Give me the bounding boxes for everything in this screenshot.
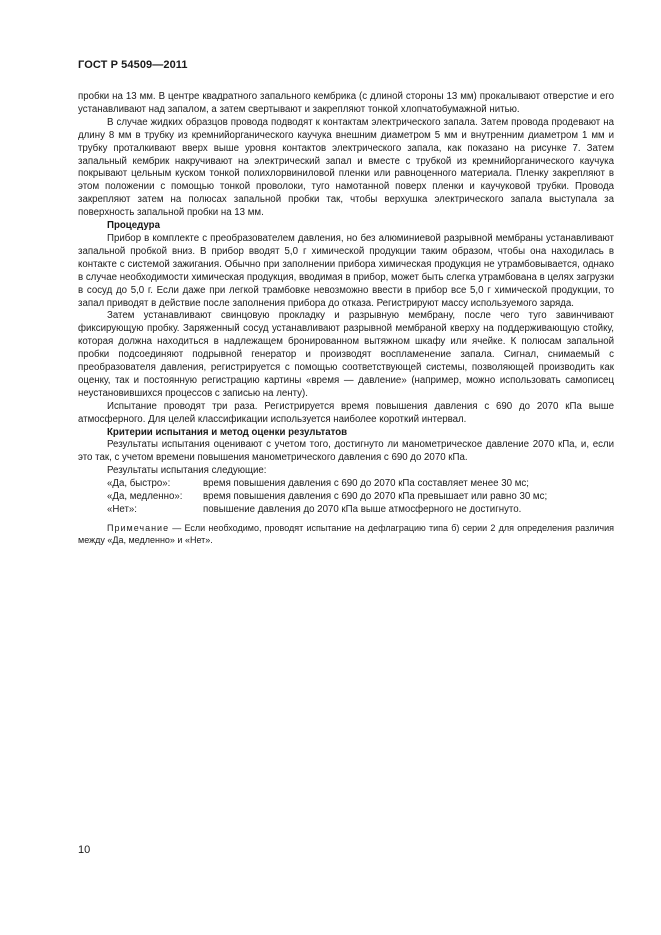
note-text: — Если необходимо, проводят испытание на дефлаграцию типа б) серии 2 для определения различия между «Да, медленно» и «Нет». [78, 522, 614, 545]
result-label: «Да, медленно»: [107, 491, 183, 503]
result-description: повышение давления до 2070 кПа выше атмосферного не достигнуто. [203, 504, 522, 515]
paragraph-liquid-samples: В случае жидких образцов провода подводят к контактам электрического запала. Затем провода продевают на длину 8 мм в трубку из кремнийорганического каучука внешним диаметром 5 мм и внутренним диаметром 1 мм и трубку проталкивают вверх выше уровня контактов электрического запала, как показано на рисунке 7. Затем запальный кембрик накручивают на электрический запал и вместе с трубкой из кремнийорганического каучука покрывают цельным куском тонкой полихлорвиниловой пленки или равноценного материала. Пленку закрепляют в этом положении с помощью тонкой проволоки, туго намотанной поверх пленки и каучуковой трубки. Провода закрепляют затем на полюсах запальной пробки так, чтобы верхушка электрического запала выступала за поверхность запальной пробки на 13 мм. [78, 116, 614, 219]
document-body [78, 91, 614, 546]
note [78, 522, 614, 546]
result-description: время повышения давления с 690 до 2070 кПа составляет менее 30 мс; [203, 478, 529, 490]
paragraph-procedure-repeat: Испытание проводят три раза. Регистрируется время повышения давления с 690 до 2070 кПа выше атмосферного. Для целей классификации используется наиболее короткий интервал. [78, 400, 614, 425]
document-header: ГОСТ Р 54509—2011 [78, 59, 188, 71]
paragraph-procedure-ignition: Затем устанавливают свинцовую прокладку и разрывную мембрану, после чего туго завинчивают фиксирующую пробку. Заряженный сосуд устанавливают разрывной мембраной кверху на поддерживающую стойку, которая должна находиться в надлежащем бронированном вытяжном шкафу или ячейке. К полюсам запальной пробки подсоединяют подрывной генератор и производят воспламенение запала. Сигнал, снимаемый с преобразователя давления, регистрируется с помощью соответствующей системы, позволяющей производить как оценку, так и постоянную регистрацию картины «время — давление» (например, можно использовать самописец неустановившихся процессов с записью на ленту). [78, 310, 614, 399]
paragraph-continuation: пробки на 13 мм. В центре квадратного запального кембрика (с длиной стороны 13 мм) прокалывают отверстие и его устанавливают над запалом, а затем свертывают и закрепляют тонкой хлопчатобумажной нитью. [78, 91, 614, 115]
paragraph-procedure-loading: Прибор в комплекте с преобразователем давления, но без алюминиевой разрывной мембраны устанавливают запальной пробкой вниз. В прибор вводят 5,0 г химической продукции таким образом, чтобы она находилась в контакте с системой зажигания. Обычно при заполнении прибора химическая продукция не утрамбовывается, однако в случае необходимости химическая продукция, вводимая в прибор, может быть слегка утрамбована в целях загрузки в сосуд до 5,0 г. Если даже при легкой трамбовке невозможно ввести в прибор все 5,0 г химической продукции, то запал приводят в действие после заполнения прибора до отказа. Регистрируют массу используемого заряда. [78, 232, 614, 309]
result-item-no [78, 504, 614, 517]
section-heading-procedure: Процедура [107, 220, 160, 232]
result-label: «Да, быстро»: [107, 478, 171, 490]
result-item-yes-fast [78, 478, 614, 491]
paragraph-criteria-evaluation: Результаты испытания оценивают с учетом того, достигнуто ли манометрическое давление 2070 кПа, и, если это так, с учетом времени повышения манометрического давления с 690 до 2070 кПа. [78, 439, 614, 464]
result-description: время повышения давления с 690 до 2070 кПа превышает или равно 30 мс; [203, 491, 548, 503]
result-item-yes-slow [78, 491, 614, 504]
note-label: Примечание [107, 522, 170, 533]
page-number: 10 [78, 844, 91, 856]
section-heading-criteria: Критерии испытания и метод оценки результатов [107, 426, 348, 438]
paragraph-results-intro: Результаты испытания следующие: [107, 465, 267, 477]
result-label: «Нет»: [107, 504, 137, 515]
